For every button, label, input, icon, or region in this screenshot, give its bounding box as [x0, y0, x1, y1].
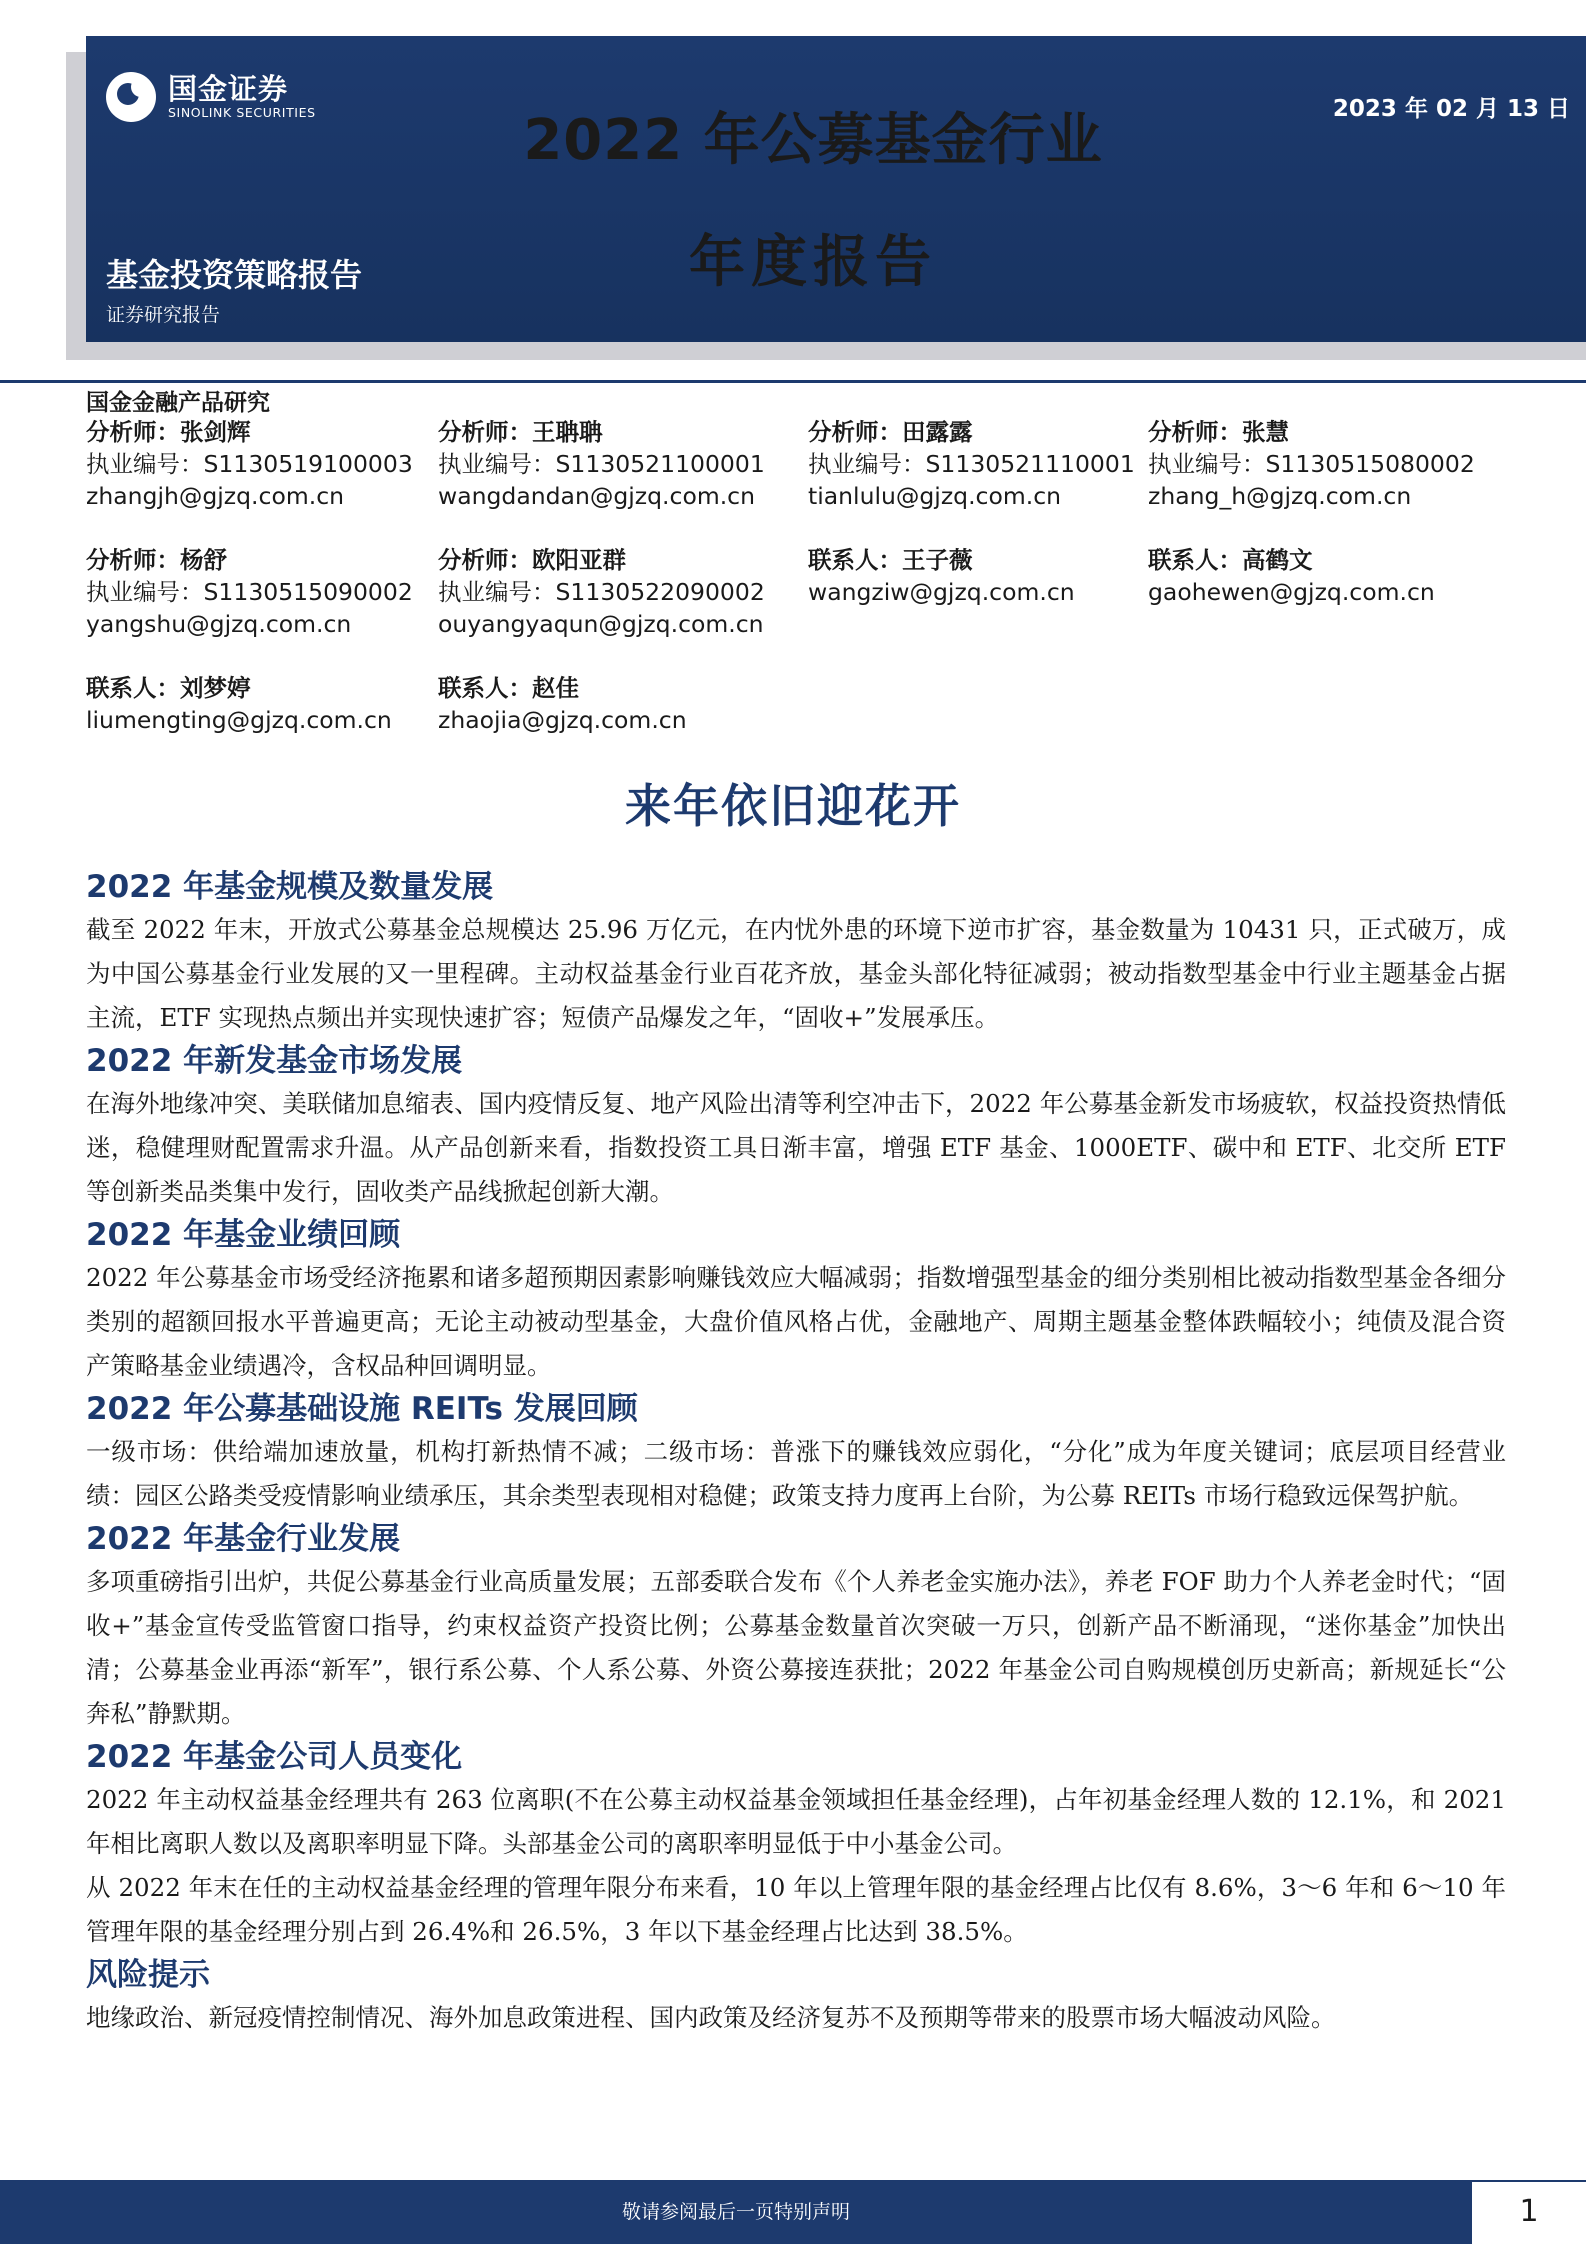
analyst-card: [86, 544, 413, 640]
report-type: 基金投资策略报告: [106, 256, 363, 294]
section-heading: 2022 年新发基金市场发展: [86, 1043, 463, 1079]
contact-name: 联系人：高鹤文: [1148, 546, 1313, 574]
analyst-license: 执业编号：S1130521110001: [808, 450, 1135, 478]
section-heading: 2022 年基金公司人员变化: [86, 1739, 463, 1775]
analyst-card: [808, 416, 1135, 512]
contact-card: [1148, 544, 1435, 608]
section: [86, 1736, 1506, 1954]
footer-disclaimer-bar: [0, 2180, 1472, 2244]
header-divider: [0, 380, 1586, 383]
section: [86, 1214, 1506, 1388]
contact-email[interactable]: gaohewen@gjzq.com.cn: [1148, 578, 1435, 606]
section: [86, 1040, 1506, 1214]
contact-name: 联系人：刘梦婷: [86, 674, 251, 702]
contact-name: 联系人：王子薇: [808, 546, 973, 574]
section-paragraph: 2022 年公募基金市场受经济拖累和诸多超预期因素影响赚钱效应大幅减弱；指数增强型基金的细分类别相比被动指数型基金各细分类别的超额回报水平普遍更高；无论主动被动型基金，大盘价值风格占优，金融地产、周期主题基金整体跌幅较小；纯债及混合资产策略基金业绩遇冷，含权品种回调明显。: [86, 1263, 1506, 1380]
analyst-name: 分析师：张慧: [1148, 418, 1289, 446]
contact-card: [438, 672, 687, 736]
section-heading: 2022 年基金业绩回顾: [86, 1217, 401, 1253]
report-date: 2023 年 02 月 13 日: [1332, 96, 1570, 122]
section-paragraph: 截至 2022 年末，开放式公募基金总规模达 25.96 万亿元，在内忧外患的环境下逆市扩容，基金数量为 10431 只，正式破万，成为中国公募基金行业发展的又一里程碑。主动权益基金行业百花齐放，基金头部化特征减弱；被动指数型基金中行业主题基金占据主流，ETF 实现热点频出并实现快速扩容；短债产品爆发之年，“固收+”发展承压。: [86, 915, 1506, 1032]
research-org: 国金金融产品研究: [86, 390, 270, 416]
section-heading: 风险提示: [86, 1957, 210, 1993]
contact-email[interactable]: zhaojia@gjzq.com.cn: [438, 706, 687, 734]
section-heading: 2022 年公募基础设施 REITs 发展回顾: [86, 1391, 638, 1427]
analyst-name: 分析师：张剑辉: [86, 418, 251, 446]
analyst-name: 分析师：杨舒: [86, 546, 227, 574]
analyst-license: 执业编号：S1130521100001: [438, 450, 765, 478]
section: [86, 1388, 1506, 1518]
page-number: 1: [1472, 2180, 1586, 2244]
report-title-line1: 2022 年公募基金行业: [523, 108, 1103, 173]
analyst-license: 执业编号：S1130519100003: [86, 450, 413, 478]
section-paragraph: 在海外地缘冲突、美联储加息缩表、国内疫情反复、地产风险出清等利空冲击下，2022 年公募基金新发市场疲软，权益投资热情低迷，稳健理财配置需求升温。从产品创新来看，指数投资工具日渐丰富，增强 ETF 基金、1000ETF、碳中和 ETF、北交所 ETF 等创新类品类集中发行，固收类产品线掀起创新大潮。: [86, 1089, 1506, 1206]
section: [86, 1518, 1506, 1736]
report-subtype: 证券研究报告: [106, 304, 221, 326]
section-heading: 2022 年基金规模及数量发展: [86, 869, 494, 905]
contact-card: [808, 544, 1075, 608]
section-paragraph: 地缘政治、新冠疫情控制情况、海外加息政策进程、国内政策及经济复苏不及预期等带来的股票市场大幅波动风险。: [86, 2003, 1336, 2032]
section-heading: 2022 年基金行业发展: [86, 1521, 401, 1557]
section-paragraph: 从 2022 年末在任的主动权益基金经理的管理年限分布来看，10 年以上管理年限的基金经理占比仅有 8.6%，3～6 年和 6～10 年管理年限的基金经理分别占到 26.4%和 26.5%，3 年以下基金经理占比达到 38.5%。: [86, 1873, 1506, 1946]
contact-name: 联系人：赵佳: [438, 674, 579, 702]
section-paragraph: 2022 年主动权益基金经理共有 263 位离职(不在公募主动权益基金领域担任基金经理)，占年初基金经理人数的 12.1%，和 2021 年相比离职人数以及离职率明显下降。头部基金公司的离职率明显低于中小基金公司。: [86, 1785, 1506, 1858]
analyst-name: 分析师：王聃聃: [438, 418, 603, 446]
analyst-email[interactable]: ouyangyaqun@gjzq.com.cn: [438, 610, 764, 638]
analyst-card: [86, 416, 413, 512]
analyst-license: 执业编号：S1130522090002: [438, 578, 765, 606]
contact-card: [86, 672, 392, 736]
contact-email[interactable]: liumengting@gjzq.com.cn: [86, 706, 392, 734]
analyst-card: [438, 544, 765, 640]
analyst-email[interactable]: wangdandan@gjzq.com.cn: [438, 482, 755, 510]
analyst-card: [438, 416, 765, 512]
section: [86, 1954, 1506, 2040]
section-paragraph: 多项重磅指引出炉，共促公募基金行业高质量发展；五部委联合发布《个人养老金实施办法》，养老 FOF 助力个人养老金时代；“固收+”基金宣传受监管窗口指导，约束权益资产投资比例；公募基金数量首次突破一万只，创新产品不断涌现，“迷你基金”加快出清；公募基金业再添“新军”，银行系公募、个人系公募、外资公募接连获批；2022 年基金公司自购规模创历史新高；新规延长“公奔私”静默期。: [86, 1567, 1506, 1728]
analyst-email[interactable]: zhang_h@gjzq.com.cn: [1148, 482, 1412, 510]
section: [86, 866, 1506, 1040]
report-title-line2: 年度报告: [689, 230, 937, 295]
logo-text-en: SINOLINK SECURITIES: [168, 105, 316, 120]
analyst-name: 分析师：欧阳亚群: [438, 546, 626, 574]
analyst-email[interactable]: zhangjh@gjzq.com.cn: [86, 482, 345, 510]
report-summary: [86, 866, 1506, 2040]
analyst-name: 分析师：田露露: [808, 418, 973, 446]
analyst-email[interactable]: tianlulu@gjzq.com.cn: [808, 482, 1062, 510]
analyst-license: 执业编号：S1130515090002: [86, 578, 413, 606]
analyst-license: 执业编号：S1130515080002: [1148, 450, 1475, 478]
footer-notice: 敬请参阅最后一页特别声明: [621, 2201, 850, 2223]
section-paragraph: 一级市场：供给端加速放量，机构打新热情不减；二级市场：普涨下的赚钱效应弱化，“分化”成为年度关键词；底层项目经营业绩：园区公路类受疫情影响业绩承压，其余类型表现相对稳健；政策支持力度再上台阶，为公募 REITs 市场行稳致远保驾护航。: [86, 1437, 1506, 1510]
analyst-card: [1148, 416, 1475, 512]
logo-text-cn: 国金证券: [168, 72, 289, 106]
analyst-email[interactable]: yangshu@gjzq.com.cn: [86, 610, 352, 638]
main-title: 来年依旧迎花开: [625, 779, 961, 833]
contact-email[interactable]: wangziw@gjzq.com.cn: [808, 578, 1075, 606]
